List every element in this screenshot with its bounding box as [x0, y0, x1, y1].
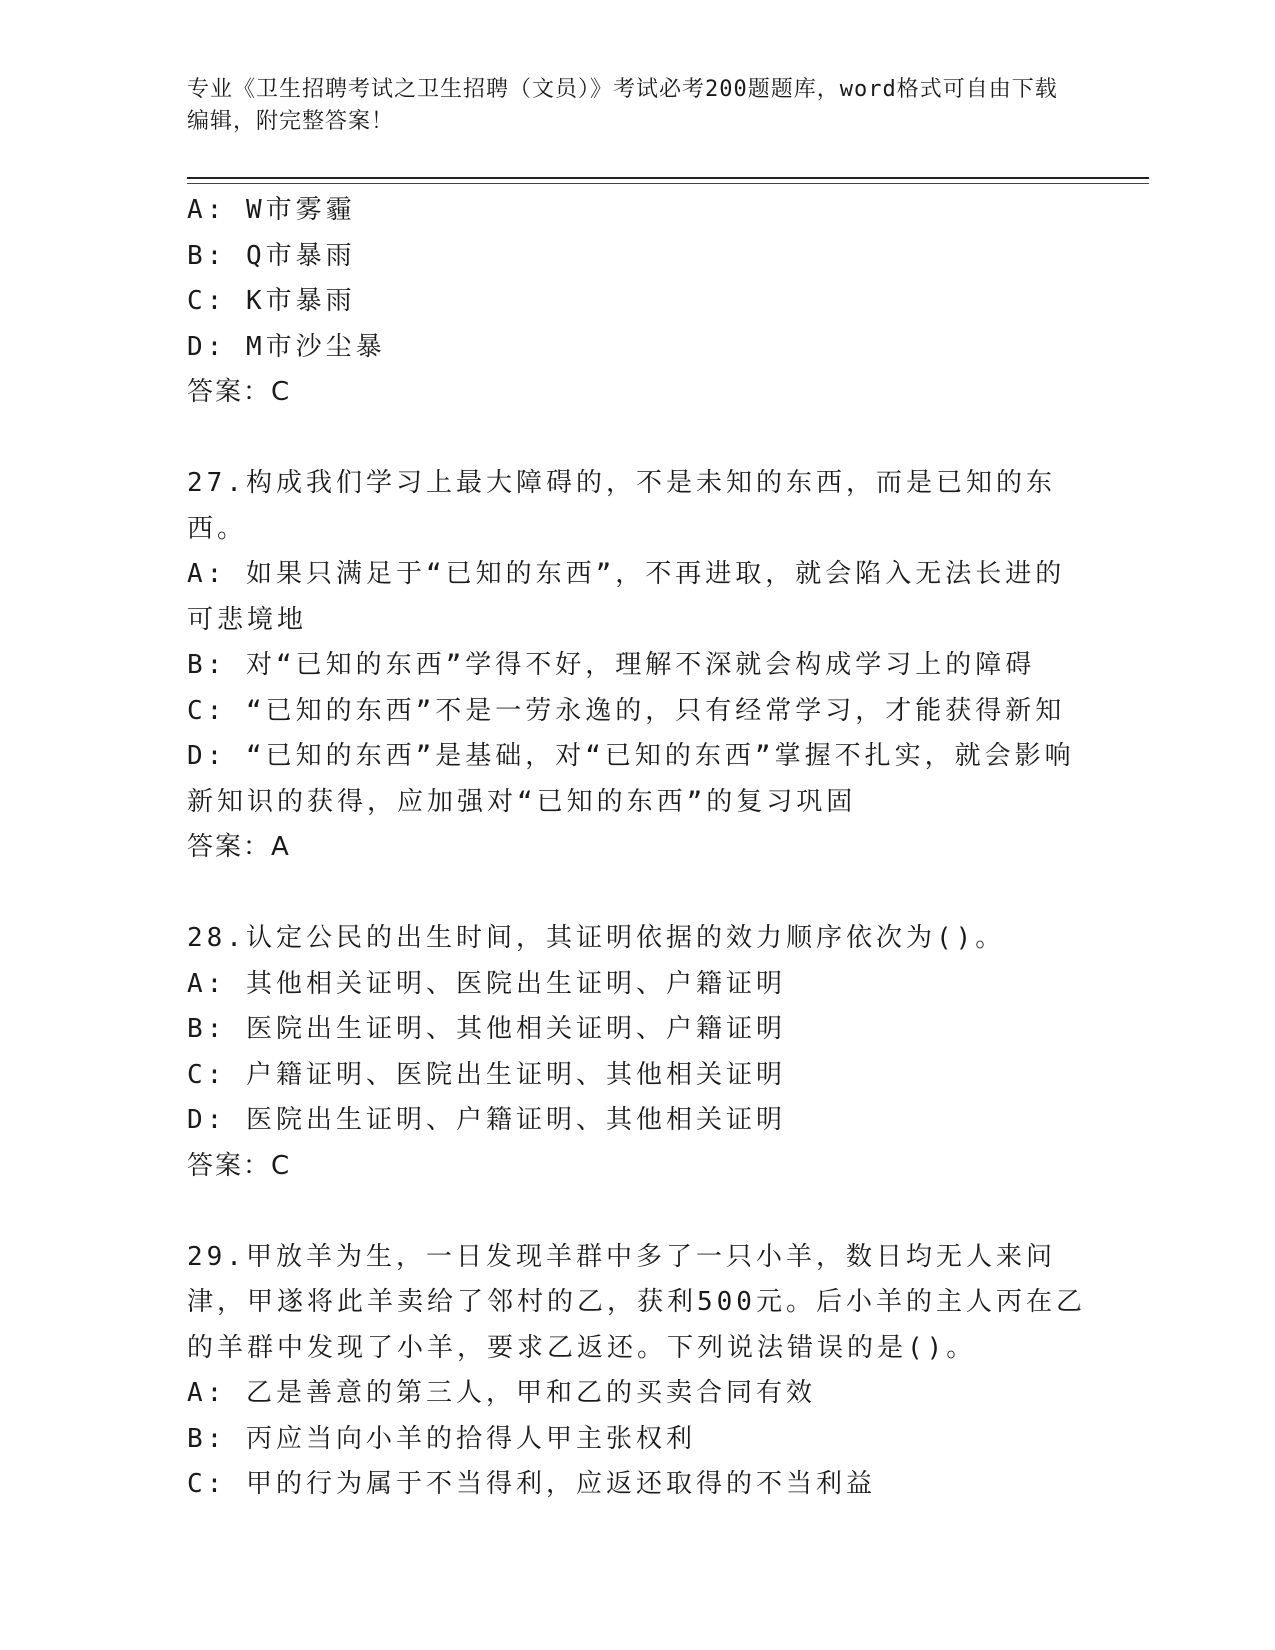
question-stem: 29.甲放羊为生，一日发现羊群中多了一只小羊，数日均无人来问津，甲遂将此羊卖给了邻村的乙，获利500元。后小羊的主人丙在乙的羊群中发现了小羊，要求乙返还。下列说法错误的是()。 — [187, 1241, 1086, 1363]
option-c: C: 甲的行为属于不当得利，应返还取得的不当利益 — [187, 1469, 876, 1499]
spacer — [187, 1189, 1087, 1235]
question-list — [187, 188, 1087, 1508]
option-b: B: 丙应当向小羊的拾得人甲主张权利 — [187, 1423, 696, 1454]
option-a: A: 乙是善意的第三人，甲和乙的买卖合同有效 — [187, 1378, 816, 1408]
answer-line: 答案：A — [187, 832, 291, 862]
question-block-prev — [187, 188, 1087, 416]
option-c: C: “已知的东西”不是一劳永逸的，只有经常学习，才能获得新知 — [187, 695, 1066, 726]
document-header: 专业《卫生招聘考试之卫生招聘（文员）》考试必考200题题库，word格式可自由下载编辑，附完整答案！ — [187, 77, 1058, 134]
question-stem: 27.构成我们学习上最大障碍的，不是未知的东西，而是已知的东西。 — [187, 468, 1056, 544]
option-c: C: K市暴雨 — [187, 286, 356, 316]
option-c: C: 户籍证明、医院出生证明、其他相关证明 — [187, 1059, 786, 1090]
question-stem: 28.认定公民的出生时间，其证明依据的效力顺序依次为()。 — [187, 923, 1006, 953]
option-b: B: Q市暴雨 — [187, 240, 356, 271]
question-block-28 — [187, 916, 1087, 1189]
question-block-27 — [187, 461, 1087, 871]
option-d: D: “已知的东西”是基础，对“已知的东西”掌握不扎实，就会影响新知识的获得，应加强对“已知的东西”的复习巩固 — [187, 741, 1075, 817]
answer-line: 答案：C — [187, 377, 292, 407]
option-a: A: 其他相关证明、医院出生证明、户籍证明 — [187, 968, 786, 999]
option-b: B: 医院出生证明、其他相关证明、户籍证明 — [187, 1014, 786, 1044]
option-d: D: M市沙尘暴 — [187, 331, 386, 362]
option-d: D: 医院出生证明、户籍证明、其他相关证明 — [187, 1105, 786, 1135]
spacer — [187, 871, 1087, 917]
option-a: A: W市雾霾 — [187, 195, 356, 225]
answer-line: 答案：C — [187, 1150, 292, 1181]
question-block-29 — [187, 1235, 1087, 1508]
header-divider-thick — [187, 177, 1149, 179]
header-divider-thin — [187, 183, 1149, 184]
spacer — [187, 416, 1087, 462]
option-a: A: 如果只满足于“已知的东西”，不再进取，就会陷入无法长进的可悲境地 — [187, 559, 1066, 635]
option-b: B: 对“已知的东西”学得不好，理解不深就会构成学习上的障碍 — [187, 650, 1036, 680]
